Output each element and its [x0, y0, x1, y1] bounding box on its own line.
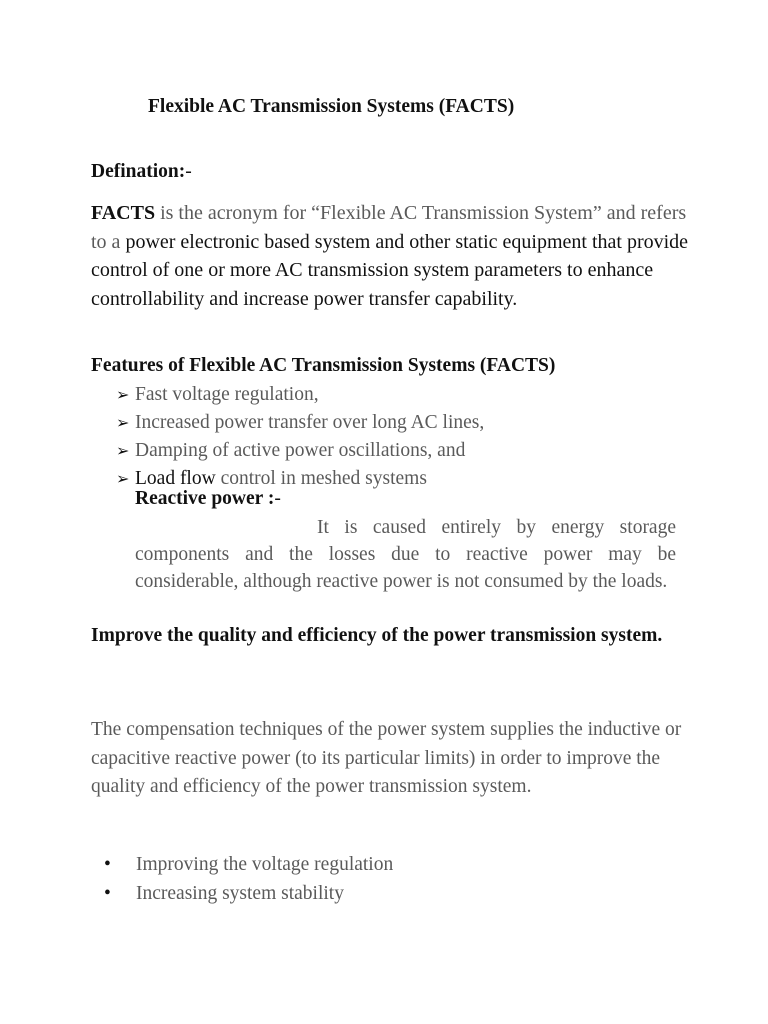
definition-label: Defination:: [91, 161, 186, 182]
reactive-power-label: Reactive power :: [135, 488, 275, 509]
list-item: [116, 381, 484, 409]
reactive-power-suffix: -: [274, 488, 281, 509]
benefits-list: [104, 851, 393, 908]
arrow-bullet-icon: ➢: [116, 443, 130, 460]
arrow-bullet-icon: ➢: [116, 415, 130, 432]
reactive-power-paragraph: [135, 514, 676, 595]
list-item: [104, 851, 393, 880]
definition-heading: [91, 161, 192, 183]
arrow-bullet-icon: ➢: [116, 387, 130, 404]
list-item: [104, 880, 393, 909]
improve-quality-text: Improve the quality and efficiency of the power transmission system: [91, 625, 658, 646]
features-list: [116, 381, 484, 493]
list-item-text: control in meshed systems: [215, 468, 427, 489]
compensation-paragraph: The compensation techniques of the power system supplies the inductive or capacitive reactive power (to its particular limits) in order to improve the quality and efficiency of the power transmission system.: [91, 719, 682, 798]
arrow-bullet-icon: ➢: [116, 471, 130, 488]
list-item-text: Increased power transfer over long AC lines,: [135, 412, 485, 433]
list-item-text: Improving the voltage regulation: [136, 854, 394, 875]
list-item-text: Increasing system stability: [136, 882, 344, 904]
bullet-dot-icon: •: [104, 854, 111, 875]
improve-quality-period: .: [657, 625, 663, 646]
list-item-text: Fast voltage regulation,: [135, 384, 319, 405]
facts-definition-paragraph: [91, 199, 691, 313]
list-item-lead: Load flow: [135, 468, 216, 489]
list-item: [116, 437, 484, 465]
facts-acronym: FACTS: [91, 202, 156, 224]
facts-definition-part1: is the acronym for “Flexible AC Transmission System”: [155, 202, 602, 224]
reactive-power-text: It is caused entirely by energy storage components and the losses due to reactive power may be considerable, although reactive power is not consumed by the loads.: [135, 517, 676, 592]
list-item-text: Damping of active power oscillations, and: [135, 440, 466, 461]
features-heading: Features of Flexible AC Transmission Systems (FACTS): [91, 355, 556, 376]
definition-suffix: -: [185, 161, 192, 182]
reactive-power-heading: [135, 488, 281, 510]
list-item: [116, 409, 484, 437]
improve-quality-heading: [91, 622, 691, 651]
facts-definition-part3: power electronic based system and other static equipment that provide control of one or more AC transmission system parameters to enhance controllability and increase power transfer capability.: [91, 230, 689, 310]
bullet-dot-icon: •: [104, 882, 111, 904]
document-title: Flexible AC Transmission Systems (FACTS): [148, 96, 515, 117]
facts-definition-part2: and refers to a: [91, 202, 687, 253]
